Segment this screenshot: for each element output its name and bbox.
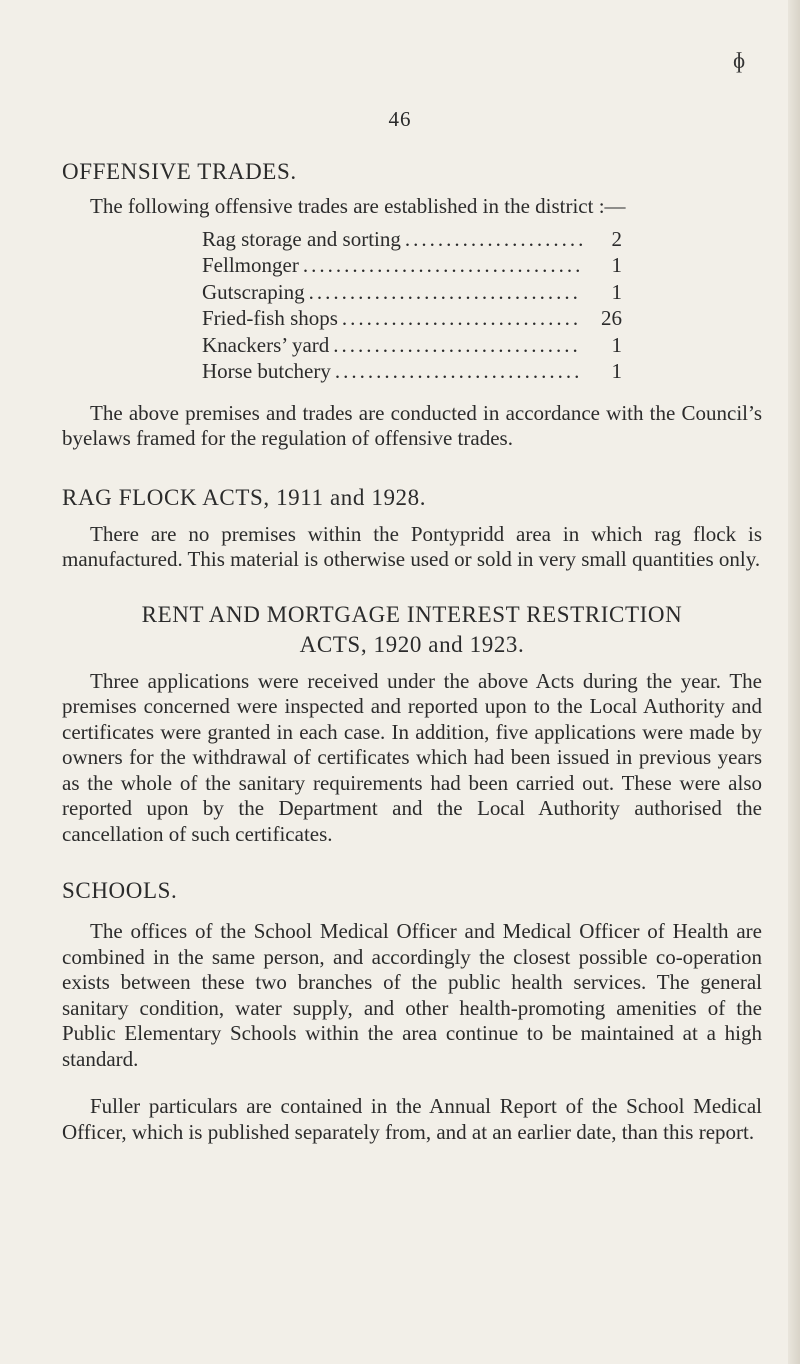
trades-list xyxy=(202,226,622,385)
rent-acts-heading-years: ACTS, 1920 and 1923. xyxy=(299,631,525,657)
trade-count: 1 xyxy=(611,279,622,304)
offensive-trades-closing: The above premises and trades are conducted in accordance with the Council’s byelaws framed for the regulation of offensive trades. xyxy=(62,400,762,450)
trade-label: Gutscraping xyxy=(202,279,305,304)
list-item xyxy=(202,332,622,359)
page-body xyxy=(62,158,762,1145)
section-rag-flock xyxy=(62,484,762,573)
leader-dots xyxy=(303,252,582,279)
page-edge xyxy=(788,0,800,1364)
list-item xyxy=(202,279,622,306)
section-rent-acts xyxy=(62,601,762,848)
rag-flock-heading: RAG FLOCK ACTS, 1911 and 1928. xyxy=(62,484,427,510)
trade-label: Fellmonger xyxy=(202,253,299,277)
trade-label: Rag storage and sorting xyxy=(202,226,401,251)
section-offensive-trades xyxy=(62,158,762,452)
rag-flock-text: There are no premises within the Pontypridd area in which rag flock is manufactured. This material is otherwise used or sold in very small quantities only. xyxy=(62,521,762,571)
trade-count: 1 xyxy=(611,253,622,277)
leader-dots xyxy=(309,279,582,306)
trade-label: Horse butchery xyxy=(202,359,331,383)
page-mark: ɸ xyxy=(733,48,746,73)
list-item xyxy=(202,226,622,253)
leader-dots xyxy=(405,226,582,253)
schools-paragraph-2: Fuller particulars are contained in the Annual Report of the School Medical Officer, which is published separately from, and at an earlier date, than this report. xyxy=(62,1094,762,1144)
offensive-trades-intro: The following offensive trades are established in the district :— xyxy=(90,194,626,218)
rent-acts-text: Three applications were received under the above Acts during the year. The premises concerned were inspected and reported upon to the Local Authority and certificates were granted in each case. In addition, five applications were made by owners for the withdrawal of certificates which had been issued in previous years as the whole of the sanitary requirements had been carried out. These were also reported upon by the Department and the Local Authority authorised the cancellation of such certificates. xyxy=(62,668,762,846)
trade-count: 1 xyxy=(611,359,622,383)
trade-label: Fried-fish shops xyxy=(202,306,338,330)
leader-dots xyxy=(335,358,582,385)
page-number: 46 xyxy=(388,107,412,131)
offensive-trades-heading: OFFENSIVE TRADES. xyxy=(62,159,297,184)
schools-paragraph-1: The offices of the School Medical Officer and Medical Officer of Health are combined in the same person, and accordingly the closest possible co-operation exists between these two branches of the public health services. The general sanitary condition, water supply, and other health-promoting amenities of the Public Elementary Schools within the area continue to be maintained at a high standard. xyxy=(62,919,762,1071)
trade-count: 26 xyxy=(601,306,622,330)
leader-dots xyxy=(342,305,582,332)
rent-acts-heading: RENT AND MORTGAGE INTEREST RESTRICTION xyxy=(141,601,683,627)
trade-label: Knackers’ yard xyxy=(202,332,330,357)
list-item xyxy=(202,252,622,279)
trade-count: 2 xyxy=(611,226,622,251)
schools-heading: SCHOOLS. xyxy=(62,878,178,903)
list-item xyxy=(202,305,622,332)
list-item xyxy=(202,358,622,385)
trade-count: 1 xyxy=(611,332,622,357)
leader-dots xyxy=(333,332,582,359)
section-schools xyxy=(62,877,762,1145)
